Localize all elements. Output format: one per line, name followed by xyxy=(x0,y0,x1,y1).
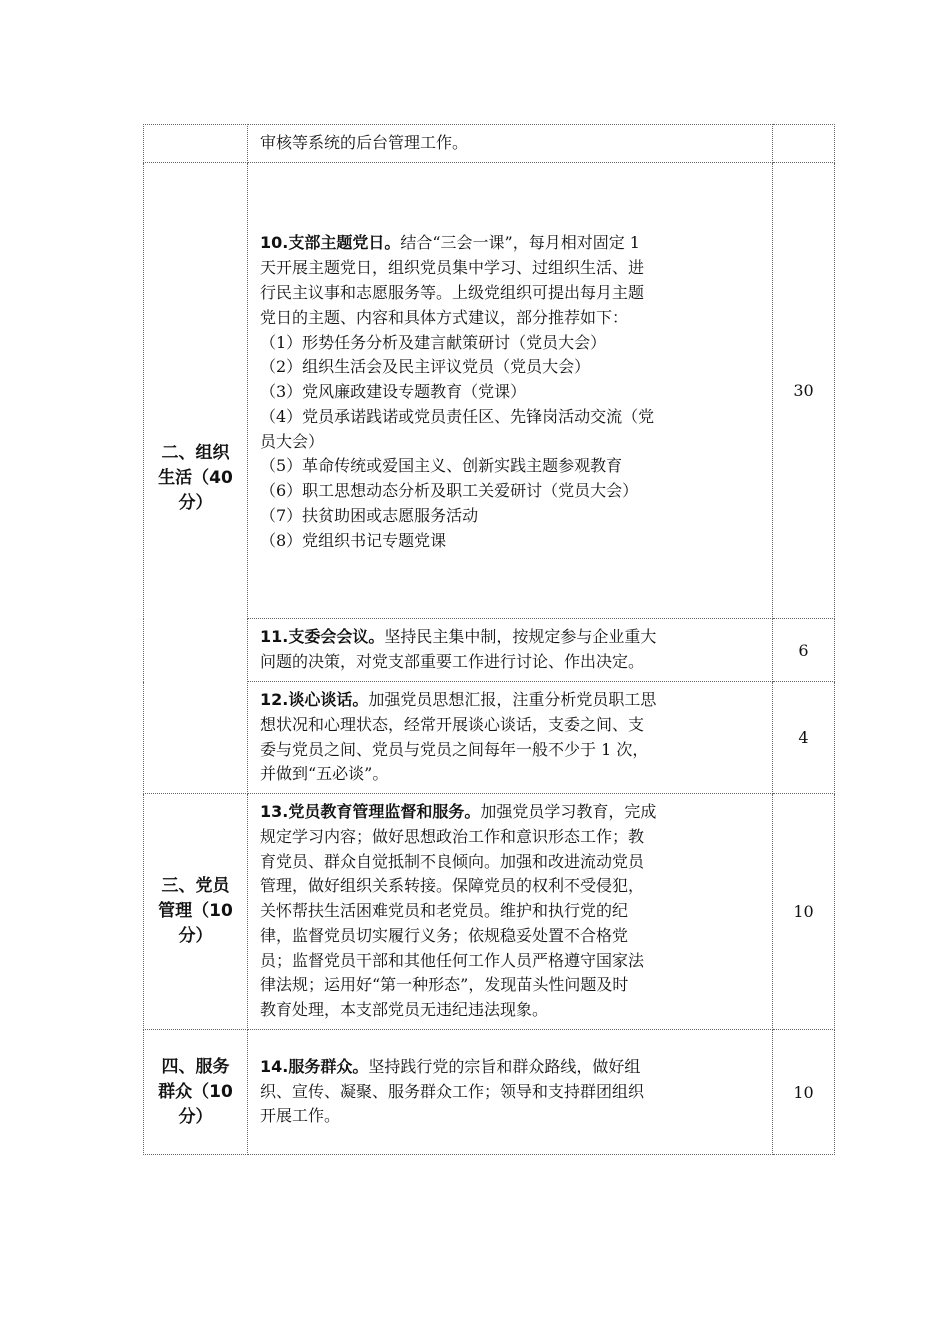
content-line: 坚持民主集中制，按规定参与企业重大 xyxy=(384,627,657,647)
item-title: 13.党员教育管理监督和服务。 xyxy=(260,801,481,821)
content-line: 关怀帮扶生活困难党员和老党员。维护和执行党的纪 xyxy=(260,901,629,921)
content-line: 规定学习内容；做好思想政治工作和意识形态工作；教 xyxy=(260,826,645,846)
category-label: 四、服务群众（10 分） xyxy=(158,1056,233,1127)
content-line: 律，监督党员切实履行义务；依规稳妥处置不合格党 xyxy=(260,925,629,945)
content-line: 党日的主题、内容和具体方式建议，部分推荐如下： xyxy=(260,307,629,327)
list-item: （5）革命传统或爱国主义、创新实践主题参观教育 xyxy=(260,456,623,476)
list-item: （7）扶贫助困或志愿服务活动 xyxy=(260,506,479,526)
item-title: 14.服务群众。 xyxy=(260,1056,369,1076)
category-cell xyxy=(144,794,248,1030)
content-cell xyxy=(248,163,773,619)
score-cell: 10 xyxy=(773,1030,835,1155)
category-label: 三、党员管理（10 分） xyxy=(158,876,233,946)
content-cell xyxy=(248,682,773,794)
category-cell-empty xyxy=(144,125,248,163)
item-title: 11.支委会会议。 xyxy=(260,627,385,647)
content-line: 教育处理，本支部党员无违纪违法现象。 xyxy=(260,1000,549,1020)
table-row xyxy=(144,794,835,1030)
item-title: 12.谈心谈话。 xyxy=(260,689,369,709)
content-cell xyxy=(248,794,773,1030)
content-cell xyxy=(248,619,773,682)
list-item: 员大会） xyxy=(260,431,325,451)
content-line: 开展工作。 xyxy=(260,1106,341,1126)
score-cell: 4 xyxy=(773,682,835,794)
list-item: （3）党风廉政建设专题教育（党课） xyxy=(260,382,527,402)
content-line: 想状况和心理状态，经常开展谈心谈话，支委之间、支 xyxy=(260,714,645,734)
content-line: 加强党员学习教育，完成 xyxy=(480,801,657,821)
score-cell: 30 xyxy=(773,163,835,619)
content-line: 审核等系统的后台管理工作。 xyxy=(260,133,469,153)
list-item: （8）党组织书记专题党课 xyxy=(260,530,447,550)
list-item: （4）党员承诺践诺或党员责任区、先锋岗活动交流（党 xyxy=(260,406,655,426)
score-cell xyxy=(773,125,835,163)
table-row xyxy=(144,163,835,619)
content-line: 天开展主题党日，组织党员集中学习、过组织生活、进 xyxy=(260,258,645,278)
content-line: 加强党员思想汇报，注重分析党员职工思 xyxy=(368,689,657,709)
table-row xyxy=(144,125,835,163)
list-item: （6）职工思想动态分析及职工关爱研讨（党员大会） xyxy=(260,481,639,501)
content-line: 问题的决策，对党支部重要工作进行讨论、作出决定。 xyxy=(260,652,645,671)
content-line: 结合“三会一课”，每月相对固定 1 xyxy=(400,233,640,253)
evaluation-table xyxy=(143,124,835,1155)
content-line: 并做到“五必谈”。 xyxy=(260,764,389,784)
category-cell xyxy=(144,163,248,794)
content-line: 管理，做好组织关系转接。保障党员的权利不受侵犯， xyxy=(260,876,645,896)
content-line: 坚持践行党的宗旨和群众路线，做好组 xyxy=(368,1056,641,1076)
content-line: 行民主议事和志愿服务等。上级党组织可提出每月主题 xyxy=(260,282,645,302)
score-cell: 10 xyxy=(773,794,835,1030)
score-cell: 6 xyxy=(773,619,835,682)
content-line: 育党员、群众自觉抵制不良倾向。加强和改进流动党员 xyxy=(260,851,645,871)
content-cell xyxy=(248,125,773,163)
content-cell xyxy=(248,1030,773,1155)
content-line: 委与党员之间、党员与党员之间每年一般不少于 1 次， xyxy=(260,739,649,759)
content-line: 律法规；运用好“第一种形态”，发现苗头性问题及时 xyxy=(260,975,629,995)
list-item: （1）形势任务分析及建言献策研讨（党员大会） xyxy=(260,332,607,352)
content-line: 织、宣传、凝聚、服务群众工作；领导和支持群团组织 xyxy=(260,1081,645,1101)
table-row xyxy=(144,1030,835,1155)
category-label: 二、组织生活（40 分） xyxy=(158,442,233,513)
content-line: 员；监督党员干部和其他任何工作人员严格遵守国家法 xyxy=(260,950,645,970)
table-row xyxy=(144,682,835,794)
table-row xyxy=(144,619,835,682)
item-title: 10.支部主题党日。 xyxy=(260,233,401,253)
category-cell xyxy=(144,1030,248,1155)
list-item: （2）组织生活会及民主评议党员（党员大会） xyxy=(260,357,591,377)
